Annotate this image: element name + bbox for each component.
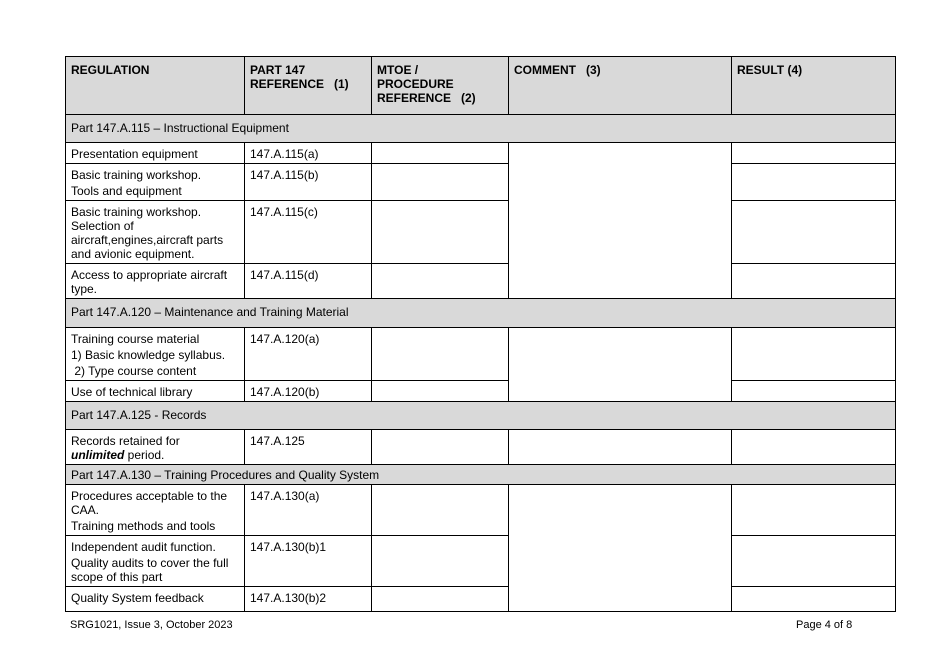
regulation-cell: Presentation equipment (66, 143, 245, 164)
part147-ref-cell: 147.A.120(b) (245, 381, 372, 402)
result-cell[interactable] (732, 381, 896, 402)
mtoe-ref-cell[interactable] (372, 264, 509, 299)
mtoe-ref-cell[interactable] (372, 587, 509, 612)
regulation-table (65, 56, 896, 612)
mtoe-ref-cell[interactable] (372, 164, 509, 201)
regulation-cell: Records retained for unlimited period. (66, 430, 245, 465)
regulation-cell: Quality System feedback (66, 587, 245, 612)
regulation-cell: Use of technical library (66, 381, 245, 402)
section-title: Part 147.A.120 – Maintenance and Training Material (66, 299, 896, 328)
result-cell[interactable] (732, 485, 896, 536)
table-row (66, 381, 896, 402)
mtoe-ref-cell[interactable] (372, 201, 509, 264)
part147-ref-cell: 147.A.115(d) (245, 264, 372, 299)
comment-cell[interactable] (509, 328, 732, 402)
header-row (66, 57, 896, 115)
result-cell[interactable] (732, 536, 896, 587)
table-row (66, 201, 896, 264)
regulation-cell: Basic training workshop. Selection of aircraft,engines,aircraft parts and avionic equipment. (66, 201, 245, 264)
mtoe-ref-cell[interactable] (372, 485, 509, 536)
comment-cell[interactable] (509, 485, 732, 612)
regulation-cell: Basic training workshop. Tools and equipment (66, 164, 245, 201)
part147-ref-cell: 147.A.130(b)2 (245, 587, 372, 612)
part147-ref-cell: 147.A.125 (245, 430, 372, 465)
section-row-115 (66, 115, 896, 143)
table-row (66, 587, 896, 612)
header-result: RESULT (4) (732, 57, 896, 115)
result-cell[interactable] (732, 201, 896, 264)
regulation-cell: Independent audit function. Quality audits to cover the full scope of this part (66, 536, 245, 587)
table-row (66, 328, 896, 381)
footer-doc-reference: SRG1021, Issue 3, October 2023 (70, 619, 233, 631)
result-cell[interactable] (732, 143, 896, 164)
header-mtoe-reference: MTOE / PROCEDURE REFERENCE (2) (372, 57, 509, 115)
section-title: Part 147.A.130 – Training Procedures and Quality System (66, 465, 896, 485)
table-row (66, 430, 896, 465)
table-row (66, 264, 896, 299)
table-row (66, 143, 896, 164)
part147-ref-cell: 147.A.130(b)1 (245, 536, 372, 587)
section-row-130 (66, 465, 896, 485)
mtoe-ref-cell[interactable] (372, 430, 509, 465)
result-cell[interactable] (732, 430, 896, 465)
section-row-120 (66, 299, 896, 328)
result-cell[interactable] (732, 328, 896, 381)
header-part147-reference: PART 147 REFERENCE (1) (245, 57, 372, 115)
result-cell[interactable] (732, 587, 896, 612)
mtoe-ref-cell[interactable] (372, 536, 509, 587)
result-cell[interactable] (732, 164, 896, 201)
regulation-cell: Procedures acceptable to the CAA. Training methods and tools (66, 485, 245, 536)
comment-cell[interactable] (509, 143, 732, 299)
part147-ref-cell: 147.A.115(b) (245, 164, 372, 201)
table-row (66, 164, 896, 201)
table-row (66, 485, 896, 536)
header-comment: COMMENT (3) (509, 57, 732, 115)
mtoe-ref-cell[interactable] (372, 328, 509, 381)
header-regulation: REGULATION (66, 57, 245, 115)
section-title: Part 147.A.125 - Records (66, 402, 896, 430)
section-row-125 (66, 402, 896, 430)
footer-page-number: Page 4 of 8 (796, 619, 853, 631)
mtoe-ref-cell[interactable] (372, 143, 509, 164)
part147-ref-cell: 147.A.130(a) (245, 485, 372, 536)
part147-ref-cell: 147.A.115(c) (245, 201, 372, 264)
part147-ref-cell: 147.A.115(a) (245, 143, 372, 164)
regulation-cell: Access to appropriate aircraft type. (66, 264, 245, 299)
emphasis-text: unlimited (71, 448, 125, 462)
table-row (66, 536, 896, 587)
comment-cell[interactable] (509, 430, 732, 465)
regulation-cell: Training course material 1) Basic knowledge syllabus. 2) Type course content (66, 328, 245, 381)
mtoe-ref-cell[interactable] (372, 381, 509, 402)
section-title: Part 147.A.115 – Instructional Equipment (66, 115, 896, 143)
result-cell[interactable] (732, 264, 896, 299)
part147-ref-cell: 147.A.120(a) (245, 328, 372, 381)
